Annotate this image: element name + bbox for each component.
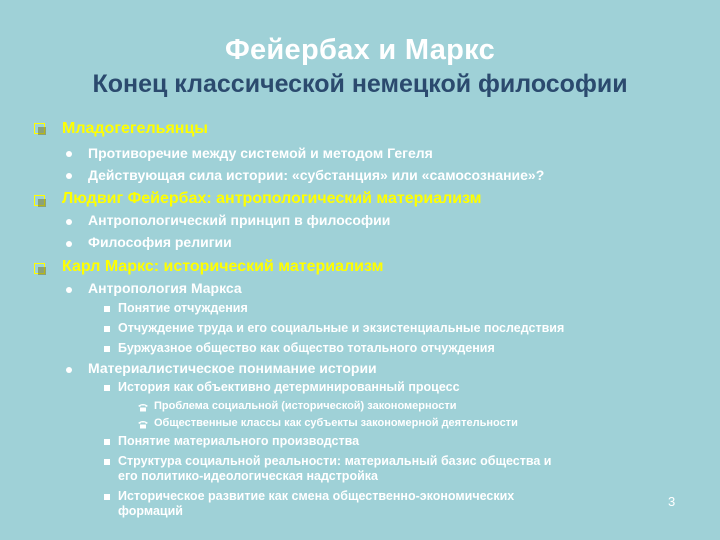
- bullet-driving-force: Действующая сила истории: «субстанция» или «самосознание»?: [88, 167, 545, 183]
- round-bullet-icon: [66, 241, 72, 247]
- bullet-formations-line2: формаций: [118, 504, 183, 518]
- bullet-alienation-of-labor: Отчуждение труда и его социальные и экзистенциальные последствия: [118, 321, 565, 335]
- hollow-square-icon: [34, 195, 45, 206]
- round-bullet-icon: [66, 287, 72, 293]
- bullet-material-production: Понятие материального производства: [118, 434, 360, 448]
- bullet-social-regularity: Проблема социальной (исторической) закономерности: [154, 400, 457, 412]
- round-bullet-icon: [66, 173, 72, 179]
- bullet-materialist-history: Материалистическое понимание истории: [88, 360, 377, 376]
- small-square-icon: [104, 326, 110, 332]
- bullet-marx-anthropology: Антропология Маркса: [88, 280, 242, 296]
- small-square-icon: [104, 306, 110, 312]
- small-square-icon: [104, 385, 110, 391]
- hollow-square-icon: [34, 263, 45, 274]
- bullet-contradiction: Противоречие между системой и методом Гегеля: [88, 145, 433, 161]
- page-number: 3: [668, 494, 676, 509]
- small-square-icon: [104, 439, 110, 445]
- round-bullet-icon: [66, 151, 72, 157]
- round-bullet-icon: [66, 219, 72, 225]
- hollow-square-icon: [34, 123, 45, 134]
- slide-subtitle: Конец классической немецкой философии: [92, 70, 628, 98]
- bullet-formations-line1: Историческое развитие как смена общественно-экономических: [118, 489, 515, 503]
- round-bullet-icon: [66, 367, 72, 373]
- bullet-social-structure-line1: Структура социальной реальности: материальный базис общества и: [118, 454, 552, 468]
- bullet-feuerbach: Людвиг Фейербах: антропологический материализм: [62, 190, 482, 207]
- small-square-icon: [104, 459, 110, 465]
- telephone-icon: [138, 403, 148, 412]
- bullet-alienation: Понятие отчуждения: [118, 301, 248, 315]
- bullet-anthropological-principle: Антропологический принцип в философии: [88, 212, 391, 228]
- bullet-philosophy-of-religion: Философия религии: [88, 234, 232, 250]
- small-square-icon: [104, 494, 110, 500]
- telephone-icon: [138, 420, 148, 429]
- small-square-icon: [104, 346, 110, 352]
- slide-title: Фейербах и Маркс: [224, 34, 496, 66]
- bullet-young-hegelians: Младогегельянцы: [62, 120, 208, 137]
- bullet-social-classes: Общественные классы как субъекты закономерной деятельности: [154, 417, 518, 429]
- bullet-determined-process: История как объективно детерминированный процесс: [118, 380, 460, 394]
- bullet-social-structure-line2: его политико-идеологическая надстройка: [118, 469, 378, 483]
- bullet-bourgeois-society: Буржуазное общество как общество тотального отчуждения: [118, 341, 495, 355]
- bullet-marx: Карл Маркс: исторический материализм: [62, 258, 384, 275]
